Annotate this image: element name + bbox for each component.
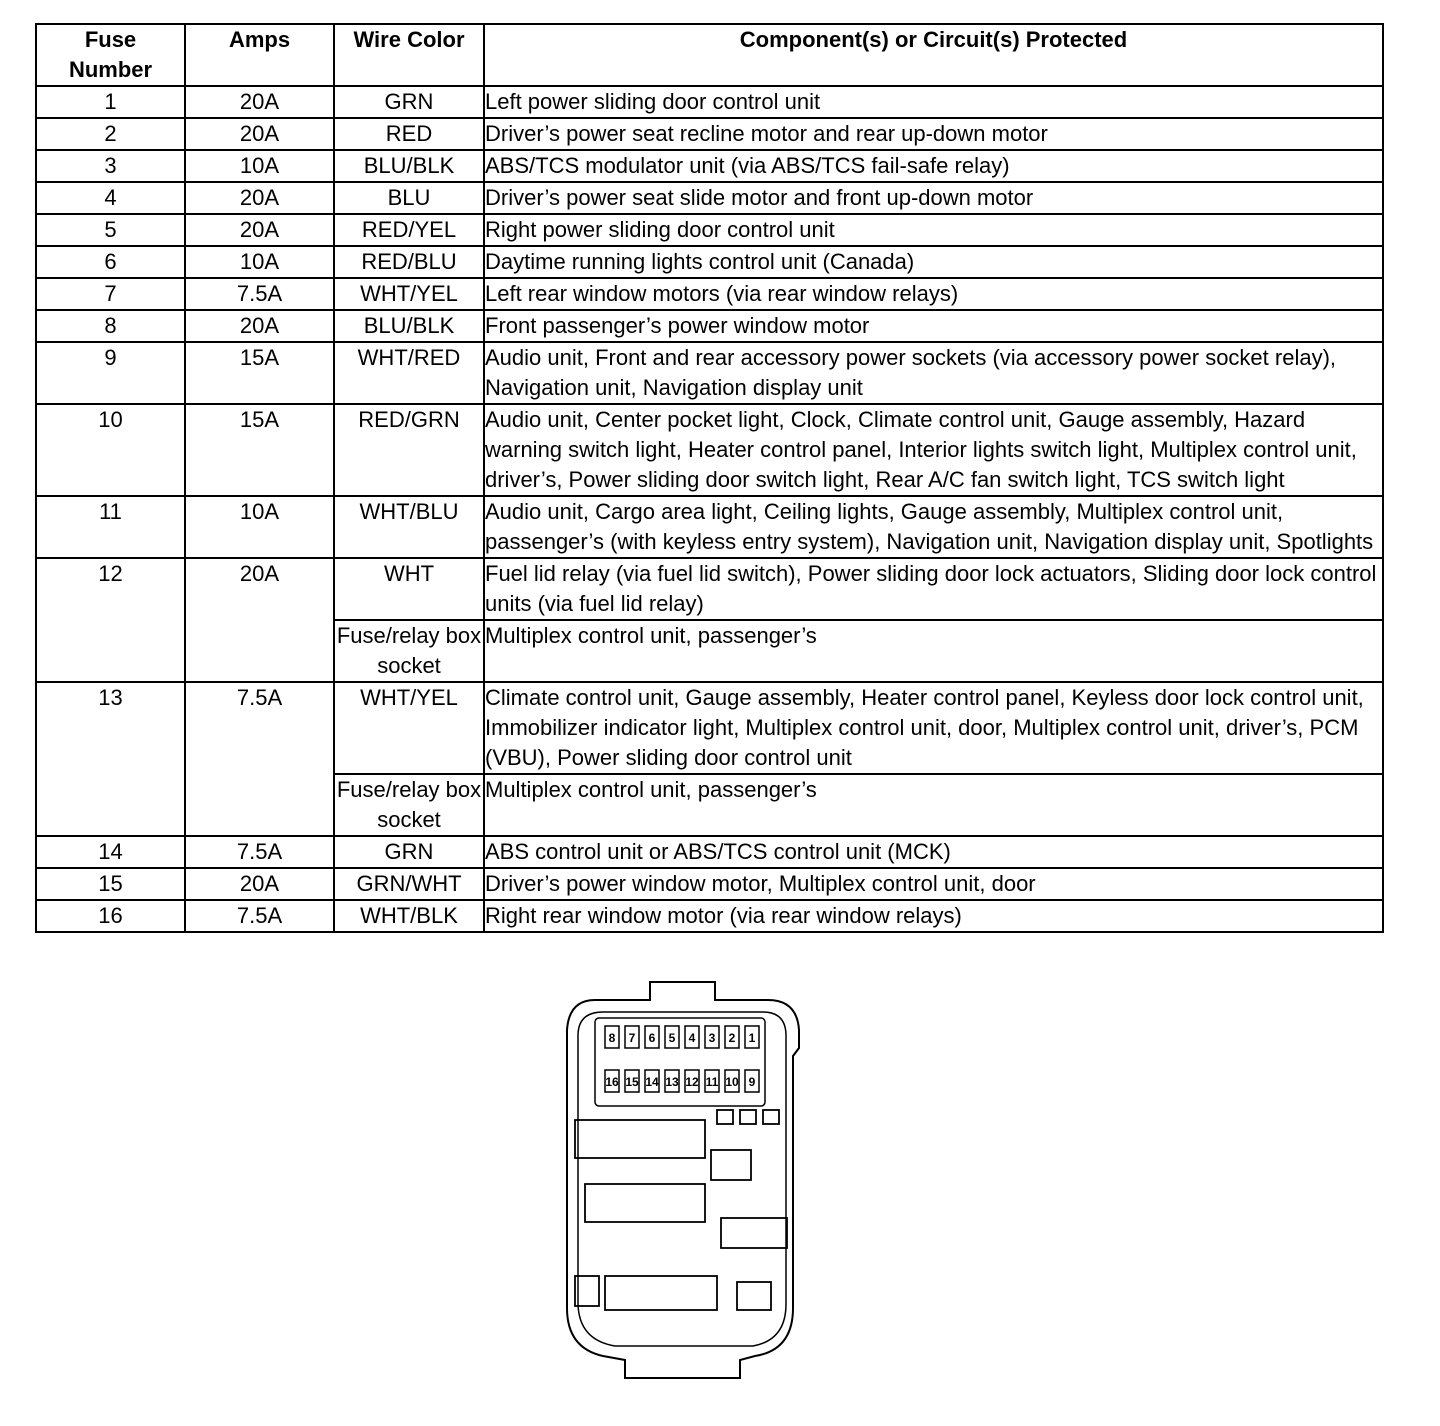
table-row: [36, 182, 1383, 214]
fuse-slot-label: 10: [725, 1075, 739, 1089]
component-protected: ABS/TCS modulator unit (via ABS/TCS fail-safe relay): [484, 150, 1383, 182]
fuse-number: 1: [36, 86, 185, 118]
fuse-number: 13: [36, 682, 185, 836]
fuse-slot-label: 1: [748, 1031, 756, 1045]
fuse-amps: 20A: [185, 558, 334, 682]
table-row: [36, 214, 1383, 246]
fuse-slot-label: 5: [668, 1031, 676, 1045]
component-protected: Right rear window motor (via rear window relays): [484, 900, 1383, 932]
fuse-number: 9: [36, 342, 185, 404]
table-row: [36, 682, 1383, 774]
wire-color: BLU/BLK: [334, 310, 484, 342]
fuse-slot-label: 12: [685, 1075, 699, 1089]
table-row: [36, 496, 1383, 558]
wire-color: RED/GRN: [334, 404, 484, 496]
wire-color: WHT: [334, 558, 484, 620]
fuse-amps: 20A: [185, 310, 334, 342]
component-protected: Left power sliding door control unit: [484, 86, 1383, 118]
fuse-number: 14: [36, 836, 185, 868]
component-protected: Driver’s power seat recline motor and rear up-down motor: [484, 118, 1383, 150]
fuse-slot-label: 4: [688, 1031, 696, 1045]
wire-color: RED/BLU: [334, 246, 484, 278]
wire-color: RED: [334, 118, 484, 150]
table-row: [36, 836, 1383, 868]
relay-socket-2: [585, 1184, 705, 1222]
table-row: [36, 310, 1383, 342]
fuse-number: 10: [36, 404, 185, 496]
wire-color: GRN: [334, 836, 484, 868]
wire-color: WHT/RED: [334, 342, 484, 404]
component-protected: Fuel lid relay (via fuel lid switch), Power sliding door lock actuators, Sliding door lock control units (via fuel lid relay): [484, 558, 1383, 620]
component-protected: Left rear window motors (via rear window relays): [484, 278, 1383, 310]
fuse-number: 4: [36, 182, 185, 214]
fuse-amps: 7.5A: [185, 900, 334, 932]
fuse-table: [35, 23, 1384, 933]
fuse-slot-label: 11: [705, 1075, 719, 1089]
wire-color: BLU/BLK: [334, 150, 484, 182]
wire-color: BLU: [334, 182, 484, 214]
fuse-number: 15: [36, 868, 185, 900]
table-row: [36, 150, 1383, 182]
table-row: [36, 246, 1383, 278]
component-protected: Driver’s power seat slide motor and front up-down motor: [484, 182, 1383, 214]
wire-color: GRN/WHT: [334, 868, 484, 900]
component-protected: Multiplex control unit, passenger’s: [484, 774, 1383, 836]
wire-color: Fuse/relay box socket: [334, 620, 484, 682]
fuse-number: 8: [36, 310, 185, 342]
table-row: [36, 558, 1383, 620]
wire-color: WHT/BLU: [334, 496, 484, 558]
fuse-amps: 20A: [185, 182, 334, 214]
fuse-slot-label: 8: [608, 1031, 616, 1045]
wire-color: WHT/BLK: [334, 900, 484, 932]
table-row: [36, 86, 1383, 118]
header-fuse-number: Fuse Number: [36, 24, 185, 86]
small-relay: [711, 1150, 751, 1180]
component-protected: ABS control unit or ABS/TCS control unit (MCK): [484, 836, 1383, 868]
fuse-slot-label: 7: [628, 1031, 636, 1045]
fuse-slot-label: 15: [625, 1075, 639, 1089]
fuse-amps: 15A: [185, 404, 334, 496]
connector-right: [737, 1282, 771, 1310]
table-row: [36, 404, 1383, 496]
component-protected: Driver’s power window motor, Multiplex control unit, door: [484, 868, 1383, 900]
fuse-amps: 7.5A: [185, 682, 334, 836]
fuse-slot-label: 2: [728, 1031, 736, 1045]
wire-color: RED/YEL: [334, 214, 484, 246]
wire-color: WHT/YEL: [334, 682, 484, 774]
component-protected: Climate control unit, Gauge assembly, Heater control panel, Keyless door lock control unit, Immobilizer indicator light, Multiplex control unit, door, Multiplex control unit, driver’s, PCM (VBU), Power sliding door control unit: [484, 682, 1383, 774]
fuse-amps: 10A: [185, 150, 334, 182]
fuse-box-inner-outline: [578, 1012, 786, 1346]
header-amps: Amps: [185, 24, 334, 86]
table-row: [36, 342, 1383, 404]
fuse-amps: 7.5A: [185, 836, 334, 868]
fuse-box-diagram: [555, 978, 805, 1388]
fuse-amps: 7.5A: [185, 278, 334, 310]
component-protected: Right power sliding door control unit: [484, 214, 1383, 246]
small-socket: [763, 1110, 779, 1124]
table-row: [36, 278, 1383, 310]
small-socket: [717, 1110, 733, 1124]
fuse-amps: 20A: [185, 214, 334, 246]
header-components: Component(s) or Circuit(s) Protected: [484, 24, 1383, 86]
fuse-number: 12: [36, 558, 185, 682]
fuse-number: 16: [36, 900, 185, 932]
wire-color: Fuse/relay box socket: [334, 774, 484, 836]
fuse-amps: 15A: [185, 342, 334, 404]
fuse-slot-label: 3: [708, 1031, 716, 1045]
fuse-amps: 20A: [185, 118, 334, 150]
component-protected: Front passenger’s power window motor: [484, 310, 1383, 342]
fuse-amps: 10A: [185, 496, 334, 558]
component-protected: Multiplex control unit, passenger’s: [484, 620, 1383, 682]
fuse-amps: 20A: [185, 868, 334, 900]
fuse-box-svg: [555, 978, 805, 1388]
component-protected: Daytime running lights control unit (Canada): [484, 246, 1383, 278]
component-protected: Audio unit, Center pocket light, Clock, Climate control unit, Gauge assembly, Hazard warning switch light, Heater control panel, Interior lights switch light, Multiplex control unit, driver’s, Power sliding door switch light, Rear A/C fan switch light, TCS switch light: [484, 404, 1383, 496]
fuse-slot-label: 16: [605, 1075, 619, 1089]
fuse-amps: 20A: [185, 86, 334, 118]
fuse-number: 7: [36, 278, 185, 310]
stepped-connector: [721, 1218, 787, 1248]
table-row: [36, 118, 1383, 150]
relay-socket-1: [575, 1120, 705, 1158]
fuse-slot-label: 9: [748, 1075, 756, 1089]
component-protected: Audio unit, Cargo area light, Ceiling lights, Gauge assembly, Multiplex control unit, passenger’s (with keyless entry system), Navigation unit, Navigation display unit, Spotlights: [484, 496, 1383, 558]
fuse-number: 5: [36, 214, 185, 246]
fuse-box-housing: [567, 982, 799, 1378]
fuse-number: 3: [36, 150, 185, 182]
fuse-slot-label: 14: [645, 1075, 659, 1089]
table-row: [36, 868, 1383, 900]
fuse-number: 11: [36, 496, 185, 558]
fuse-number: 6: [36, 246, 185, 278]
wire-color: GRN: [334, 86, 484, 118]
fuse-number: 2: [36, 118, 185, 150]
fuse-slot-label: 6: [648, 1031, 656, 1045]
small-socket: [740, 1110, 756, 1124]
header-wire-color: Wire Color: [334, 24, 484, 86]
connector-large: [605, 1276, 717, 1310]
component-protected: Audio unit, Front and rear accessory power sockets (via accessory power socket relay), Navigation unit, Navigation display unit: [484, 342, 1383, 404]
fuse-amps: 10A: [185, 246, 334, 278]
table-row: [36, 900, 1383, 932]
wire-color: WHT/YEL: [334, 278, 484, 310]
fuse-slot-label: 13: [665, 1075, 679, 1089]
